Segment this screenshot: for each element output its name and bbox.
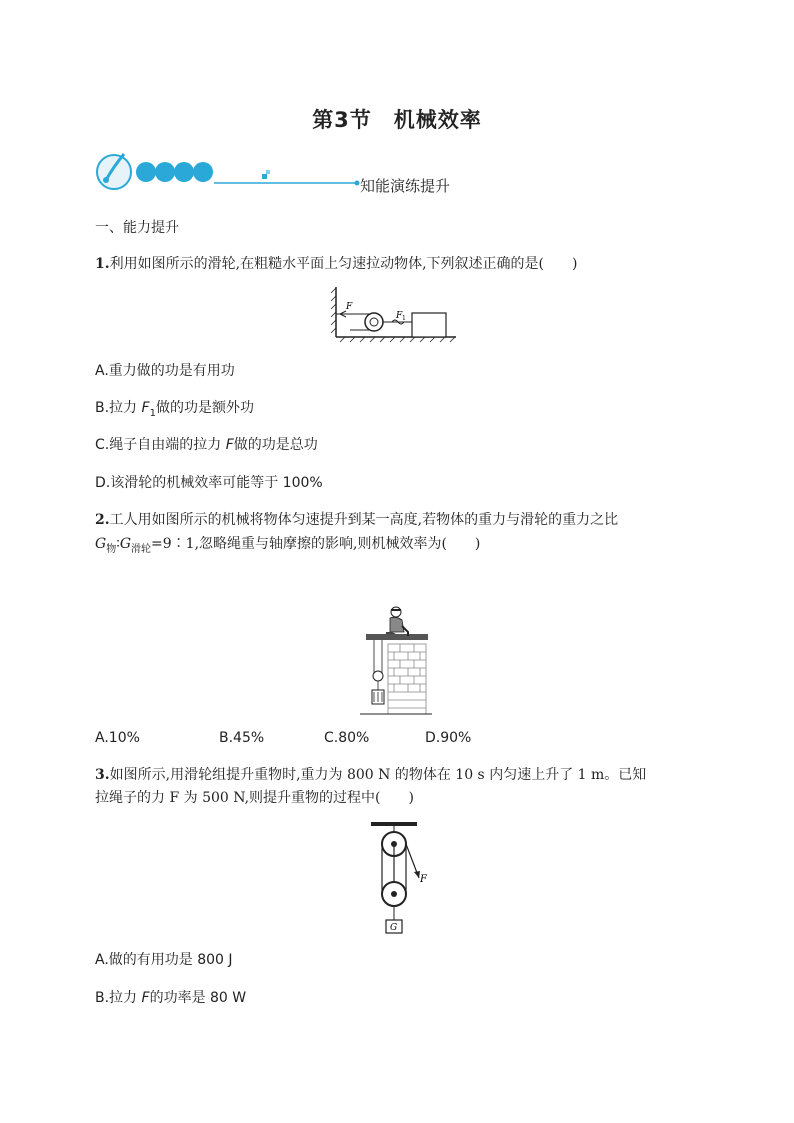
sub-hualun: 滑轮 xyxy=(131,543,152,555)
section-heading: 一、能力提升 xyxy=(95,220,179,236)
question-3-line1 xyxy=(95,764,646,786)
question-stem: 如图所示,用滑轮组提升重物时,重力为 800 N 的物体在 10 s 内匀速上升了 1 m。已知 xyxy=(109,767,647,783)
label-F1-sub: 1 xyxy=(402,315,406,322)
sub-wu: 物 xyxy=(106,543,117,555)
question-2-line1 xyxy=(95,509,618,531)
option-text: C.绳子自由端的拉力 xyxy=(95,437,226,453)
q2-option-b[interactable]: B.45% xyxy=(219,730,265,746)
brush-circle-icon xyxy=(97,155,131,189)
label-F1: F xyxy=(396,311,403,321)
question-number: 1. xyxy=(95,256,110,272)
var-F: F xyxy=(141,400,150,416)
dot-3 xyxy=(174,162,194,182)
dot-4 xyxy=(193,162,213,182)
dot-2 xyxy=(155,162,175,182)
option-text: 做的功是总功 xyxy=(233,437,318,453)
var-G: G xyxy=(119,536,132,552)
question-number: 2. xyxy=(95,512,110,528)
q1-option-d[interactable]: D.该滑轮的机械效率可能等于 100% xyxy=(95,475,323,491)
label-F: F xyxy=(346,302,353,312)
question-3-line2: 拉绳子的力 F 为 500 N,则提升重物的过程中( ) xyxy=(95,790,414,806)
q2-option-d[interactable]: D.90% xyxy=(425,730,472,746)
question-1 xyxy=(95,253,577,275)
q3-option-a[interactable]: A.做的有用功是 800 J xyxy=(95,952,233,968)
q2-option-a[interactable]: A.10% xyxy=(95,730,140,746)
section-banner xyxy=(94,146,514,194)
sub-1: 1 xyxy=(149,407,156,419)
q1-option-b[interactable] xyxy=(95,397,254,425)
q3-option-b[interactable] xyxy=(95,987,246,1009)
q1-option-a[interactable]: A.重力做的功是有用功 xyxy=(95,363,235,379)
worker-pulley-figure xyxy=(360,604,432,716)
banner-label: 知能演练提升 xyxy=(360,177,451,195)
option-text: B.拉力 xyxy=(95,990,142,1006)
pulley-block-figure xyxy=(363,820,435,936)
option-text: B.拉力 xyxy=(95,400,142,416)
page-title: 第3节 机械效率 xyxy=(312,108,482,132)
question-2-line2 xyxy=(95,533,480,561)
question-stem: 工人用如图所示的机械将物体匀速提升到某一高度,若物体的重力与滑轮的重力之比 xyxy=(109,512,619,528)
pulley-horizontal-figure xyxy=(330,285,460,347)
option-text: 的功率是 80 W xyxy=(149,990,247,1006)
q1-option-c[interactable] xyxy=(95,434,318,456)
question-stem: =9∶1,忽略绳重与轴摩擦的影响,则机械效率为( ) xyxy=(151,536,481,552)
var-G: G xyxy=(95,536,107,552)
question-number: 3. xyxy=(95,767,110,783)
question-stem: 利用如图所示的滑轮,在粗糙水平面上匀速拉动物体,下列叙述正确的是( ) xyxy=(109,256,578,272)
label-F: F xyxy=(420,874,427,885)
q2-option-c[interactable]: C.80% xyxy=(324,730,370,746)
var-F: F xyxy=(141,990,150,1006)
var-F: F xyxy=(225,437,234,453)
ratio-sep: ∶ xyxy=(116,536,120,552)
dot-1 xyxy=(136,162,156,182)
label-G: G xyxy=(390,923,398,933)
option-text: 做的功是额外功 xyxy=(155,400,254,416)
